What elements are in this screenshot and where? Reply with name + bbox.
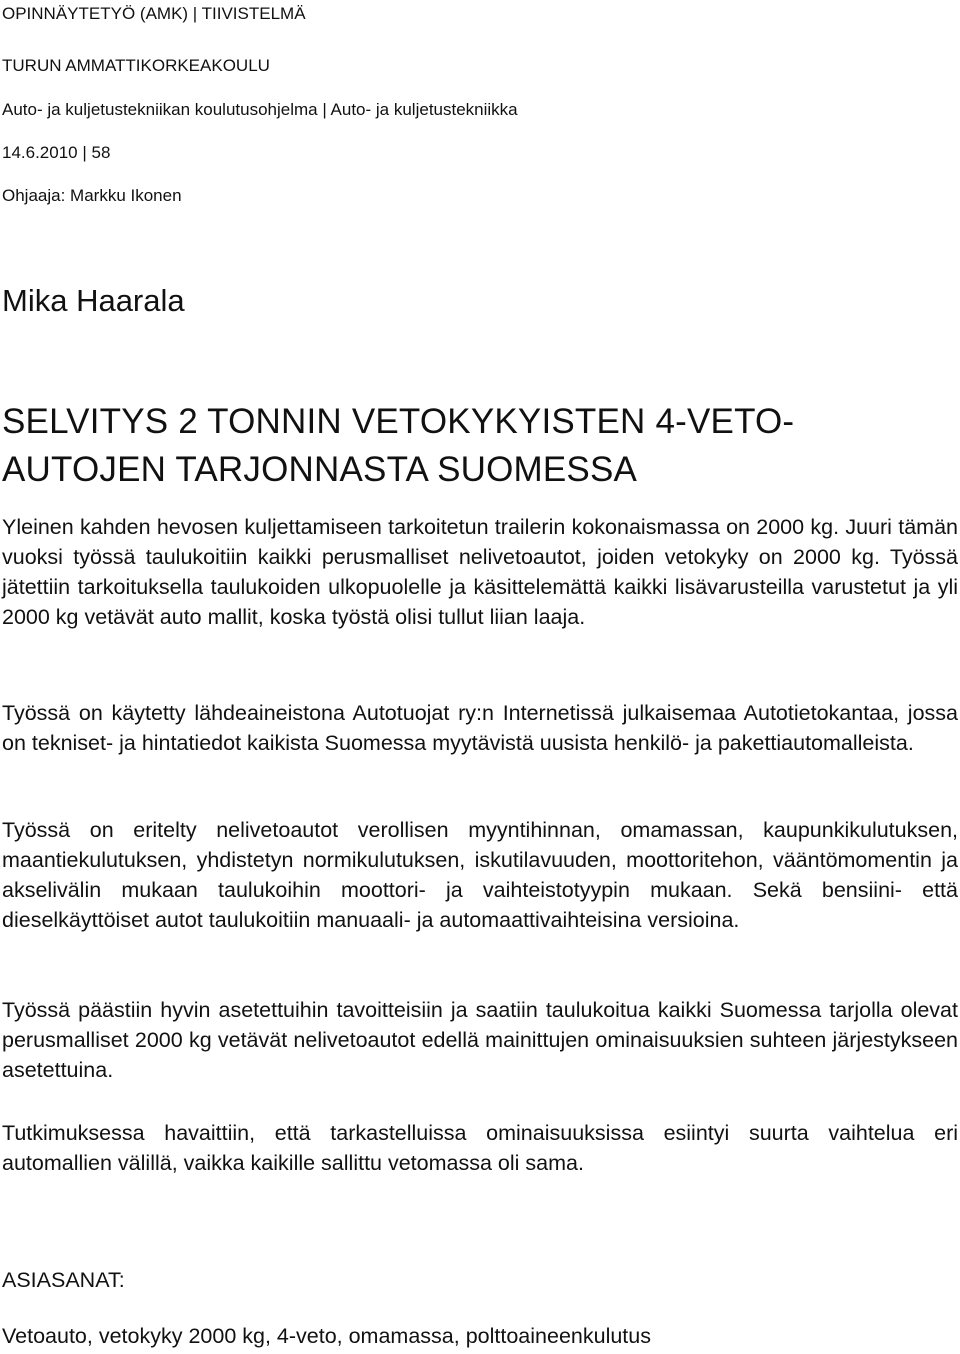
keywords-heading: ASIASANAT: — [2, 1268, 125, 1292]
thesis-title-line-1: SELVITYS 2 TONNIN VETOKYKYISTEN 4-VETO- — [2, 402, 795, 441]
abstract-paragraph-1: Yleinen kahden hevosen kuljettamiseen tarkoitetun trailerin kokonaismassa on 2000 kg. Juuri tämän vuoksi työssä taulukoitiin kaikki perusmalliset nelivetoautot, joiden vetokyky on 2000 kg. Työssä jätettiin tarkoituksella taulukoiden ulkopuolelle ja käsittelemättä kaikki lisävarusteilla varustetut ja yli 2000 kg vetävät auto mallit, koska työstä olisi tullut liian laaja. — [2, 515, 958, 629]
document-type: OPINNÄYTETYÖ (AMK) | TIIVISTELMÄ — [2, 4, 306, 23]
author-name: Mika Haarala — [2, 283, 185, 318]
abstract-paragraph-4: Työssä päästiin hyvin asetettuihin tavoitteisiin ja saatiin taulukoitua kaikki Suomessa tarjolla olevat perusmalliset 2000 kg vetävät nelivetoautot edellä mainittujen ominaisuuksien suhteen järjestykseen asetettuina. — [2, 998, 958, 1082]
date-and-pages: 14.6.2010 | 58 — [2, 143, 111, 162]
thesis-title-line-2: AUTOJEN TARJONNASTA SUOMESSA — [2, 450, 638, 489]
degree-programme: Auto- ja kuljetustekniikan koulutusohjelma | Auto- ja kuljetustekniikka — [2, 100, 518, 119]
abstract-paragraph-2: Työssä on käytetty lähdeaineistona Autotuojat ry:n Internetissä julkaisemaa Autotietokantaa, jossa on tekniset- ja hintatiedot kaikista Suomessa myytävistä uusista henkilö- ja pakettiautomalleista. — [2, 701, 958, 755]
institution: TURUN AMMATTIKORKEAKOULU — [2, 56, 270, 75]
abstract-paragraph-3: Työssä on eritelty nelivetoautot verollisen myyntihinnan, omamassan, kaupunkikulutuksen, maantiekulutuksen, yhdistetyn normikulutuksen, iskutilavuuden, moottoritehon, vääntömomentin ja akselivälin mukaan taulukoihin moottori- ja vaihteistotyypin mukaan. Sekä bensiini- että dieselkäyttöiset autot taulukoitiin manuaali- ja automaattivaihteisina versioina. — [2, 818, 958, 932]
thesis-title — [2, 398, 794, 494]
supervisor: Ohjaaja: Markku Ikonen — [2, 186, 182, 205]
keywords-list: Vetoauto, vetokyky 2000 kg, 4-veto, omamassa, polttoaineenkulutus — [2, 1324, 651, 1348]
abstract-paragraph-5: Tutkimuksessa havaittiin, että tarkastelluissa ominaisuuksissa esiintyi suurta vaihtelua eri automallien välillä, vaikka kaikille sallittu vetomassa oli sama. — [2, 1121, 958, 1175]
